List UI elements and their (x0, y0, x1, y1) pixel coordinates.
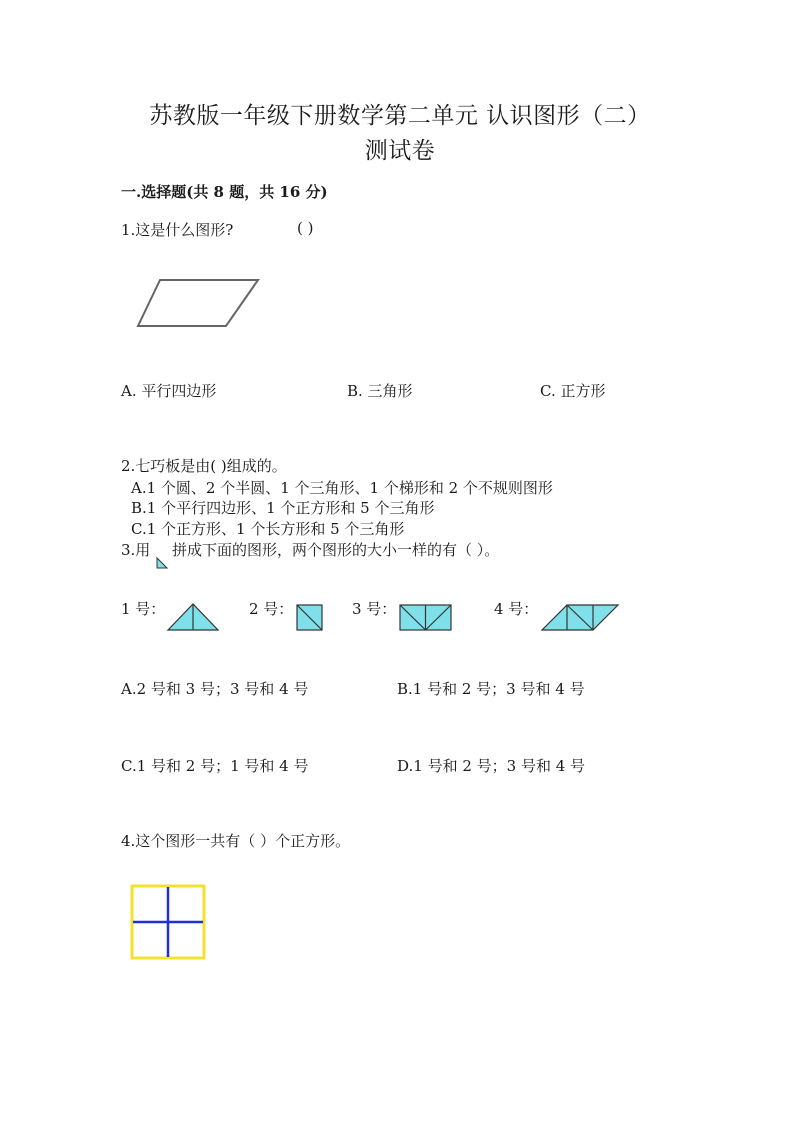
question-1-option-a[interactable]: A. 平行四边形 (121, 382, 217, 400)
question-3-option-d[interactable]: D.1 号和 2 号；3 号和 4 号 (397, 757, 586, 775)
page-title-line2: 测试卷 (364, 138, 436, 164)
page-title: 苏教版一年级下册数学第二单元 认识图形（二） (149, 103, 651, 129)
question-3-option-a[interactable]: A.2 号和 3 号；3 号和 4 号 (121, 680, 309, 698)
figure-2-square (296, 604, 324, 632)
square-grid-figure (130, 884, 208, 962)
question-1-option-b[interactable]: B. 三角形 (347, 382, 413, 400)
question-4-text: 4.这个图形一共有（ ）个正方形。 (121, 832, 351, 850)
figure-1-label: 1 号： (121, 600, 166, 618)
question-3-text-suffix: 拼成下面的图形，两个图形的大小一样的有（ ）。 (172, 541, 500, 559)
question-1-option-c[interactable]: C. 正方形 (540, 382, 606, 400)
small-triangle-icon (156, 557, 168, 569)
question-3-text-prefix: 3.用 (121, 541, 151, 559)
figure-2-label: 2 号： (249, 600, 294, 618)
question-1-text: 1.这是什么图形? (121, 221, 234, 239)
figure-4-label: 4 号： (494, 600, 539, 618)
question-1-blank: ( ) (297, 219, 314, 237)
question-2-option-c[interactable]: C.1 个正方形、1 个长方形和 5 个三角形 (131, 520, 405, 538)
section-heading: 一.选择题(共 8 题，共 16 分) (121, 183, 328, 201)
question-2-text: 2.七巧板是由( )组成的。 (121, 457, 287, 475)
figure-4-parallelogram (541, 604, 621, 632)
question-2-option-a[interactable]: A.1 个圆、2 个半圆、1 个三角形、1 个梯形和 2 个不规则图形 (131, 479, 553, 497)
figure-3-label: 3 号： (352, 600, 397, 618)
figure-1-triangle (166, 600, 220, 632)
question-3-option-c[interactable]: C.1 号和 2 号；1 号和 4 号 (121, 757, 309, 775)
parallelogram-figure (130, 272, 270, 336)
question-2-option-b[interactable]: B.1 个平行四边形、1 个正方形和 5 个三角形 (131, 499, 435, 517)
question-3-option-b[interactable]: B.1 号和 2 号；3 号和 4 号 (397, 680, 585, 698)
figure-3-rectangle (399, 604, 453, 632)
